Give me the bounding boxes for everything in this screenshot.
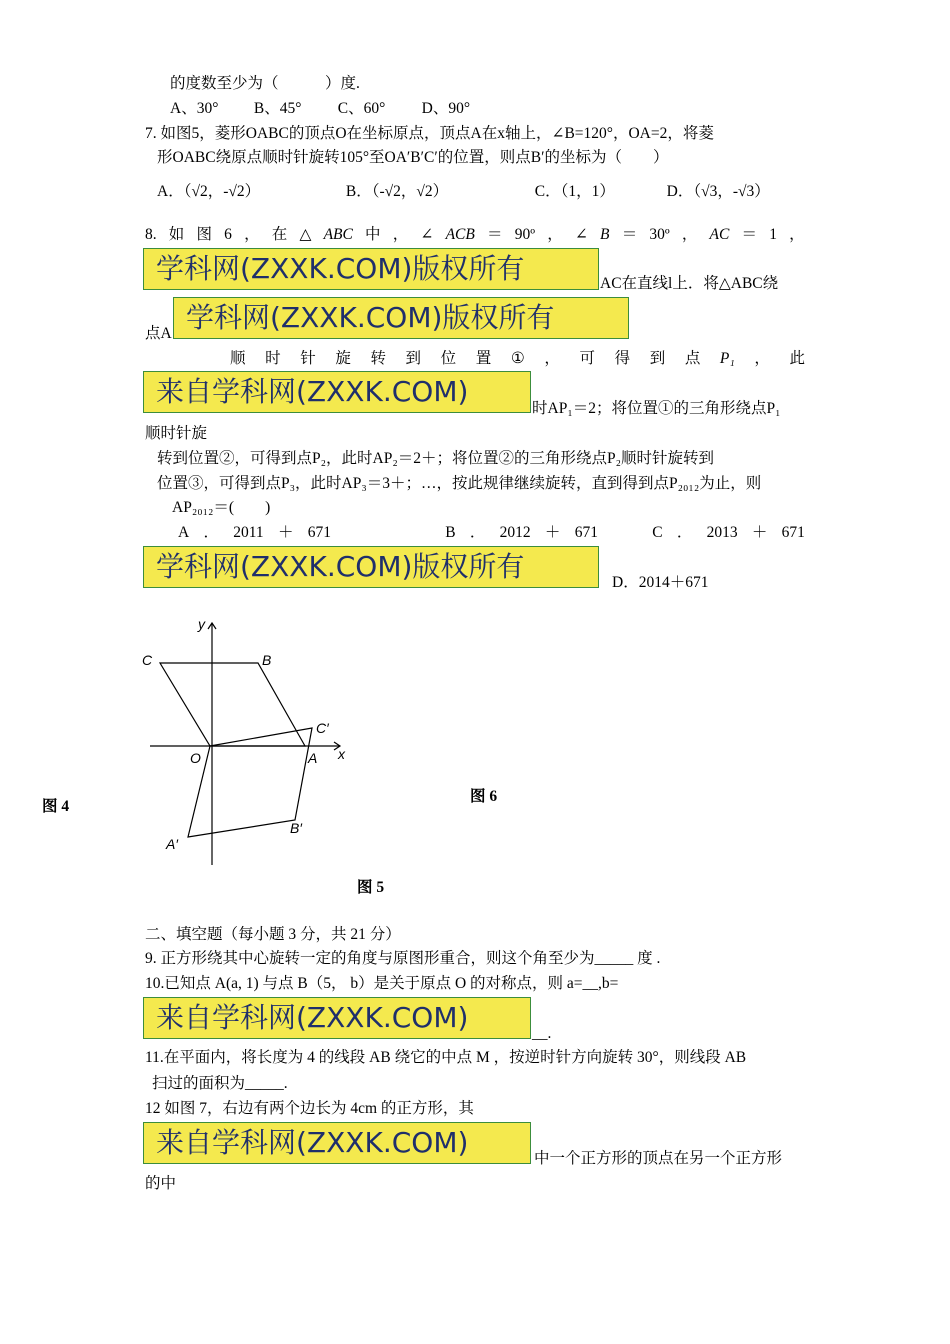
watermark-copyright: 学科网(ZXXK.COM)版权所有 — [143, 546, 599, 588]
q8-word: 在 — [271, 226, 288, 243]
q8-option-token: 671 — [781, 524, 805, 541]
label-b-prime: B′ — [290, 820, 302, 836]
q8-option-d: D．2014＋671 — [612, 574, 709, 591]
q8-line9: AP₂₀₁₂＝( ) — [172, 499, 271, 516]
q8-word: ＝ — [741, 226, 758, 243]
q8-word: 点 — [684, 350, 701, 367]
q8-word: 中 — [365, 226, 381, 243]
q8-option-token: 671 — [574, 524, 598, 541]
q8-word: 转 — [370, 350, 386, 367]
q8-word: ACB — [445, 226, 475, 243]
q6-option-a: A、30° — [170, 100, 219, 117]
q8-option-token: ＋ — [277, 524, 294, 541]
label-c: C — [142, 652, 153, 668]
q8-word: 此 — [789, 350, 805, 367]
q8-option-token: ． — [676, 524, 693, 541]
q10-tail: __. — [532, 1025, 552, 1042]
q8-line7: 转到位置②，可得到点P₂，此时AP₂＝2＋；将位置②的三角形绕点P₂顺时针旋转到 — [157, 450, 715, 467]
q8-line1 — [145, 225, 805, 245]
q8-word: 如 — [168, 226, 185, 243]
figure5-rhombus-diagram — [140, 615, 360, 865]
q8-word: 顺 — [230, 350, 246, 367]
q8-line3-head: 点A — [145, 325, 172, 342]
q8-word: 6 — [224, 226, 232, 243]
section2-heading: 二、填空题（每小题 3 分，共 21 分） — [145, 926, 401, 943]
q8-word: ＝ — [621, 226, 638, 243]
label-o: O — [190, 750, 201, 766]
caption-fig4: 图 4 — [42, 798, 70, 815]
q8-option-token: 2012 — [499, 524, 531, 541]
watermark-from: 来自学科网(ZXXK.COM) — [143, 1122, 531, 1164]
q8-word: ， — [244, 226, 260, 243]
q8-word: ， — [547, 226, 563, 243]
label-a-prime: A′ — [166, 836, 178, 852]
q6-option-b: B、45° — [253, 100, 302, 117]
q8-word: 到 — [405, 350, 422, 367]
q8-word: ∠ — [574, 226, 588, 243]
q8-word: ABC — [323, 226, 353, 243]
watermark-from: 来自学科网(ZXXK.COM) — [143, 997, 531, 1039]
watermark-copyright: 学科网(ZXXK.COM)版权所有 — [143, 248, 599, 290]
q11-line1: 11.在平面内，将长度为 4 的线段 AB 绕它的中点 M ，按逆时针方向旋转 30°，则线段 AB — [145, 1049, 747, 1066]
q8-word: 位 — [440, 350, 457, 367]
q11-line2: 扫过的面积为_____. — [152, 1075, 288, 1092]
q8-line2-tail: AC在直线l上．将△ABC绕 — [600, 275, 779, 292]
q8-line4 — [230, 349, 805, 369]
q7-option-b: B．（-√2，√2） — [345, 183, 449, 200]
q10-line1: 10.已知点 A(a, 1) 与点 B（5， b）是关于原点 O 的对称点，则 a=__,b= — [145, 975, 619, 992]
q12-line1: 12 如图 7，右边有两个边长为 4cm 的正方形，其 — [145, 1100, 474, 1117]
q8-word: ∠ — [420, 226, 434, 243]
q8-option-token: 671 — [307, 524, 331, 541]
q8-word: 8. — [145, 226, 157, 243]
q8-word: 可 — [579, 350, 595, 367]
label-y: y — [198, 616, 205, 632]
q8-word: 90º — [514, 226, 536, 243]
q8-word: ， — [392, 226, 409, 243]
q8-word: ＝ — [487, 226, 503, 243]
q9: 9. 正方形绕其中心旋转一定的角度与原图形重合，则这个角至少为_____ 度 . — [145, 950, 661, 967]
q8-word: △ — [299, 226, 312, 243]
q8-word: AC — [709, 226, 730, 243]
q8-word: ， — [789, 226, 805, 243]
q8-line8: 位置③，可得到点P₃，此时AP₃＝3＋；…，按此规律继续旋转，直到得到点P₂₀₁₂为止，则 — [157, 475, 762, 492]
label-x: x — [338, 746, 345, 762]
label-c-prime: C′ — [316, 720, 329, 736]
q8-option-c-label: C — [652, 524, 663, 541]
q8-word: 到 — [649, 350, 666, 367]
watermark-copyright: 学科网(ZXXK.COM)版权所有 — [173, 297, 629, 339]
q8-word: 30º — [649, 226, 670, 243]
q8-option-token: ． — [203, 524, 219, 541]
q8-option-token: 2013 — [706, 524, 738, 541]
q7-option-d: D．（√3，-√3） — [666, 183, 770, 200]
q8-options-row — [178, 523, 805, 543]
q7-option-c: C．（1，1） — [534, 183, 615, 200]
q8-word: 时 — [265, 350, 281, 367]
q8-option-token: ＋ — [751, 524, 768, 541]
q7-option-a: A．（√2，-√2） — [157, 183, 261, 200]
q8-word: 1 — [769, 226, 777, 243]
q12-line3: 的中 — [145, 1175, 177, 1192]
q8-word: 针 — [300, 350, 316, 367]
q6-stem-tail: 的度数至少为（ ）度. — [170, 75, 360, 92]
q8-option-token: 2011 — [233, 524, 264, 541]
q8-word: ， — [544, 350, 560, 367]
q8-option-token: ＋ — [544, 524, 561, 541]
q8-option-token: ． — [469, 524, 486, 541]
q8-word: ， — [681, 226, 698, 243]
q8-word: 置 — [475, 350, 492, 367]
q8-option-a-label: A — [178, 524, 190, 541]
q8-word: 旋 — [335, 350, 351, 367]
q7-line1: 7. 如图5，菱形OABC的顶点O在坐标原点，顶点A在x轴上，∠B=120°，OA=2，将菱 — [145, 125, 714, 142]
q6-option-c: C、60° — [337, 100, 386, 117]
label-a: A — [308, 750, 318, 766]
q8-option-b-label: B — [445, 524, 456, 541]
caption-fig5: 图 5 — [357, 879, 385, 896]
q8-word: 得 — [614, 350, 631, 367]
q8-word: 图 — [196, 226, 212, 243]
q6-options — [170, 99, 470, 119]
caption-fig6: 图 6 — [470, 788, 498, 805]
q6-option-d: D、90° — [421, 100, 471, 117]
q8-word: ① — [510, 350, 525, 367]
q8-line6: 顺时针旋 — [145, 425, 208, 442]
q7-line2: 形OABC绕原点顺时针旋转105°至OA′B′C′的位置，则点B′的坐标为（ ） — [157, 149, 669, 166]
label-b: B — [262, 652, 272, 668]
q8-line5-tail: 时AP₁＝2；将位置①的三角形绕点P₁ — [532, 400, 781, 417]
watermark-from: 来自学科网(ZXXK.COM) — [143, 371, 531, 413]
q7-options — [157, 182, 770, 202]
q8-word: ， — [754, 350, 770, 367]
q8-word: B — [600, 226, 610, 243]
q8-word: P₁ — [719, 350, 735, 367]
q12-tail: 中一个正方形的顶点在另一个正方形 — [534, 1150, 783, 1167]
